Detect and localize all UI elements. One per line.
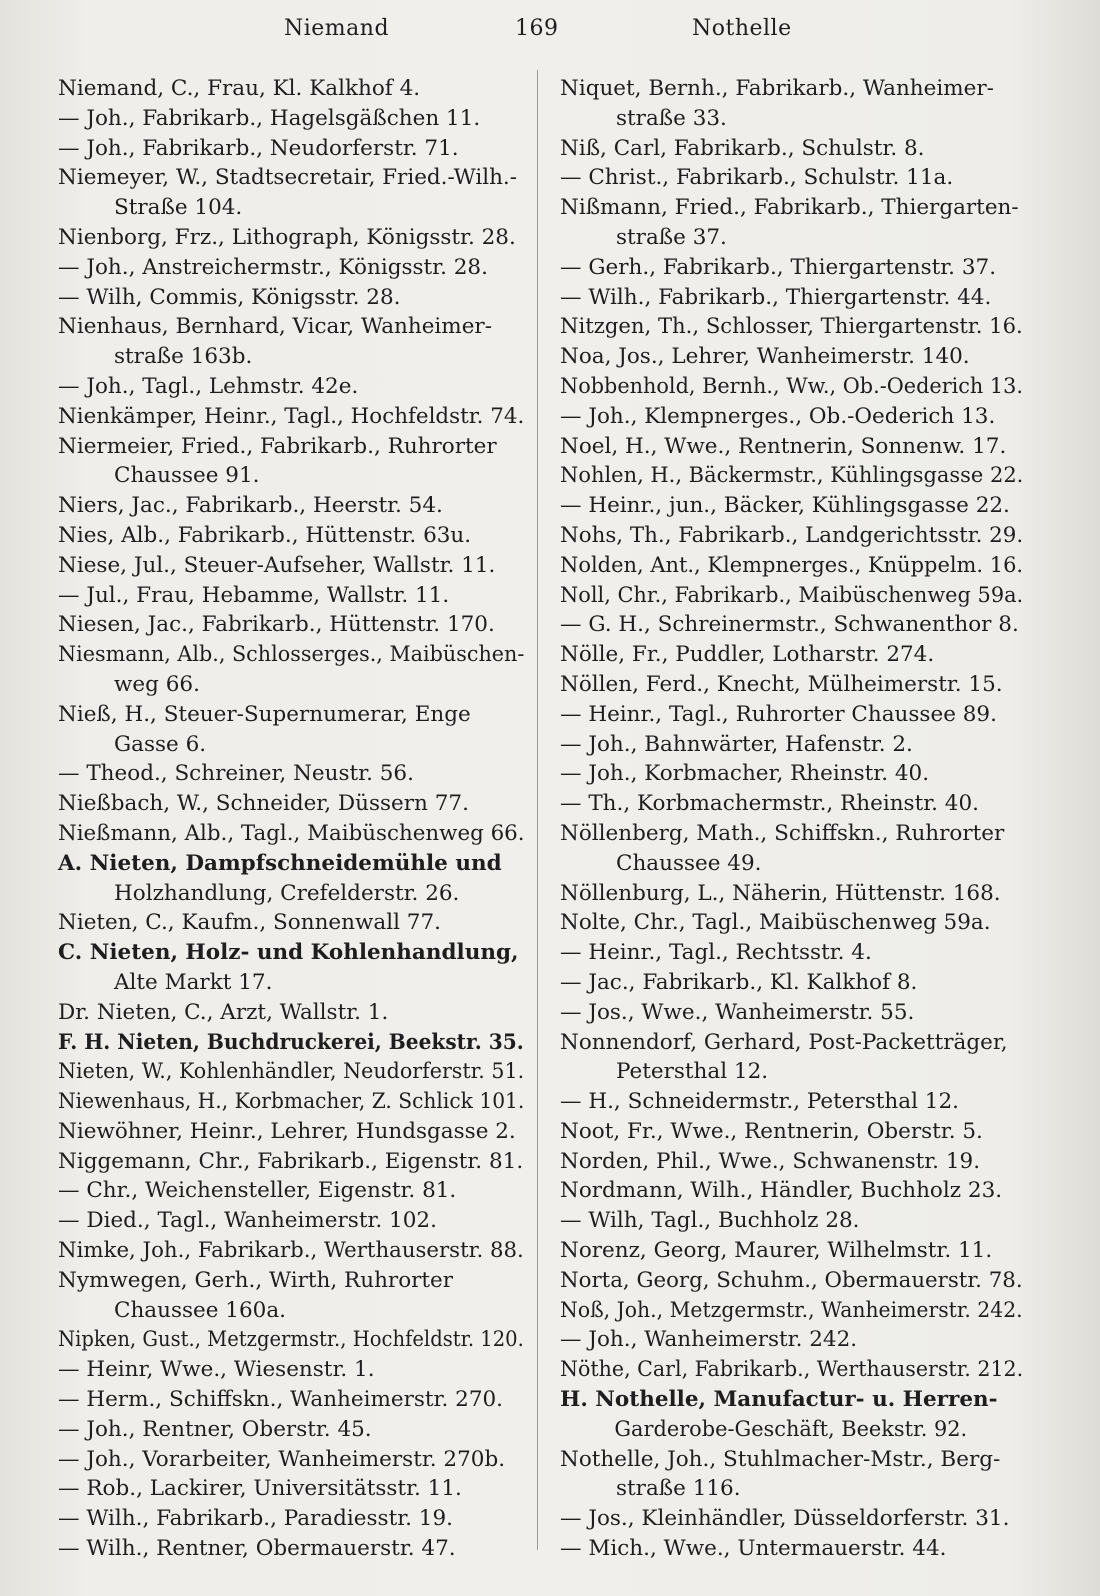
directory-entry-line: — Joh., Korbmacher, Rheinstr. 40. — [560, 761, 930, 787]
directory-entry-line: — Wilh., Rentner, Obermauerstr. 47. — [58, 1536, 456, 1562]
directory-entry-line: — Jul., Frau, Hebamme, Wallstr. 11. — [58, 582, 450, 608]
directory-entry-line: — Christ., Fabrikarb., Schulstr. 11a. — [560, 165, 954, 191]
directory-entry-line: H. Nothelle, Manufactur- u. Herren- — [560, 1387, 998, 1413]
directory-entry-line: — Heinr, Wwe., Wiesenstr. 1. — [58, 1357, 375, 1383]
directory-entry-line: — Died., Tagl., Wanheimerstr. 102. — [58, 1208, 437, 1234]
directory-entry-line: Chaussee 91. — [114, 463, 260, 489]
directory-entry-line: — Joh., Anstreichermstr., Königsstr. 28. — [58, 254, 488, 280]
directory-entry-line: — G. H., Schreinermstr., Schwanenthor 8. — [560, 612, 1019, 638]
directory-entry-line: Niesen, Jac., Fabrikarb., Hüttenstr. 170. — [58, 612, 495, 638]
directory-entry-line: Noa, Jos., Lehrer, Wanheimerstr. 140. — [560, 344, 970, 370]
directory-entry-line: Niquet, Bernh., Fabrikarb., Wanheimer- — [560, 76, 994, 101]
directory-entry-line: — Heinr., Tagl., Ruhrorter Chaussee 89. — [560, 701, 997, 727]
directory-entry-line: — Chr., Weichensteller, Eigenstr. 81. — [58, 1178, 457, 1204]
directory-entry-line: Nieten, C., Kaufm., Sonnenwall 77. — [58, 910, 441, 936]
directory-entry-line: Garderobe-Geschäft, Beekstr. 92. — [614, 1416, 968, 1442]
directory-entry-line: Niese, Jul., Steuer-Aufseher, Wallstr. 11. — [58, 552, 496, 578]
directory-entry-line: Nohs, Th., Fabrikarb., Landgerichtsstr. 29. — [560, 522, 1024, 548]
directory-entry-line: Nymwegen, Gerh., Wirth, Ruhrorter — [58, 1267, 454, 1293]
directory-entry-line: Alte Markt 17. — [114, 969, 273, 995]
directory-entry-line: straße 116. — [616, 1476, 741, 1502]
directory-entry-line: Nienkämper, Heinr., Tagl., Hochfeldstr. 74. — [58, 403, 525, 429]
directory-entry-line: Nölle, Fr., Puddler, Lotharstr. 274. — [560, 642, 935, 668]
directory-entry-line: Nipken, Gust., Metzgermstr., Hochfeldstr. 120. — [58, 1327, 524, 1353]
directory-entry-line: Nöllenberg, Math., Schiffskn., Ruhrorter — [560, 820, 1005, 846]
directory-entry-line: Niggemann, Chr., Fabrikarb., Eigenstr. 81. — [58, 1148, 524, 1174]
directory-entry-line: C. Nieten, Holz- und Kohlenhandlung, — [58, 940, 519, 966]
directory-entry-line: Norenz, Georg, Maurer, Wilhelmstr. 11. — [560, 1238, 993, 1264]
directory-entry-line: Nißmann, Fried., Fabrikarb., Thiergarten- — [560, 195, 1019, 221]
running-header — [0, 12, 1100, 46]
page-number: 169 — [515, 16, 559, 41]
directory-entry-line: — Joh., Vorarbeiter, Wanheimerstr. 270b. — [58, 1446, 506, 1472]
directory-entry-line: — Rob., Lackirer, Universitätsstr. 11. — [58, 1476, 462, 1502]
directory-entry-line: straße 33. — [616, 105, 727, 131]
directory-entry-line: — Herm., Schiffskn., Wanheimerstr. 270. — [58, 1387, 504, 1413]
directory-entry-line: — Joh., Bahnwärter, Hafenstr. 2. — [560, 731, 913, 757]
header-right-word: Nothelle — [692, 16, 792, 41]
directory-entry-line: Nolden, Ant., Klempnerges., Knüppelm. 16. — [560, 552, 1024, 578]
directory-entry-line: — Th., Korbmachermstr., Rheinstr. 40. — [560, 791, 979, 817]
directory-entry-line: — Joh., Tagl., Lehmstr. 42e. — [58, 373, 359, 399]
directory-entry-line: Noel, H., Wwe., Rentnerin, Sonnenw. 17. — [560, 433, 1007, 459]
directory-entry-line: Nolte, Chr., Tagl., Maibüschenweg 59a. — [560, 910, 991, 936]
directory-entry-line: Nießmann, Alb., Tagl., Maibüschenweg 66. — [58, 820, 525, 846]
directory-entry-line: Holzhandlung, Crefelderstr. 26. — [114, 880, 460, 906]
directory-entry-line: — H., Schneidermstr., Petersthal 12. — [560, 1089, 959, 1115]
directory-entry-line: Nobbenhold, Bernh., Ww., Ob.-Oederich 13. — [560, 373, 1023, 399]
directory-entry-line: Niesmann, Alb., Schlosserges., Maibüschen- — [58, 642, 525, 668]
directory-entry-line: Nöllen, Ferd., Knecht, Mülheimerstr. 15. — [560, 671, 1003, 697]
directory-entry-line: Niemeyer, W., Stadtsecretair, Fried.-Wilh.- — [58, 165, 518, 191]
directory-entry-line: Nöthe, Carl, Fabrikarb., Werthauserstr. 212. — [560, 1357, 1024, 1383]
directory-entry-line: Nießbach, W., Schneider, Düssern 77. — [58, 791, 469, 817]
directory-entry-line: Niermeier, Fried., Fabrikarb., Ruhrorter — [58, 433, 497, 459]
directory-entry-line: Dr. Nieten, C., Arzt, Wallstr. 1. — [58, 999, 389, 1025]
directory-entry-line: — Joh., Klempnerges., Ob.-Oederich 13. — [560, 403, 996, 429]
directory-entry-line: Niemand, C., Frau, Kl. Kalkhof 4. — [58, 76, 421, 101]
directory-entry-line: Nothelle, Joh., Stuhlmacher-Mstr., Berg- — [560, 1446, 1001, 1472]
directory-entry-line: Nimke, Joh., Fabrikarb., Werthauserstr. 88. — [58, 1238, 524, 1264]
directory-entry-line: Nonnendorf, Gerhard, Post-Packetträger, — [560, 1029, 1008, 1055]
directory-entry-line: weg 66. — [114, 671, 200, 697]
directory-entry-line: Chaussee 160a. — [114, 1297, 286, 1323]
directory-entry-line: Niers, Jac., Fabrikarb., Heerstr. 54. — [58, 493, 443, 519]
directory-entry-line: — Joh., Fabrikarb., Hagelsgäßchen 11. — [58, 105, 481, 131]
directory-entry-line: Nordmann, Wilh., Händler, Buchholz 23. — [560, 1178, 1003, 1204]
directory-entry-line: — Wilh., Fabrikarb., Thiergartenstr. 44. — [560, 284, 992, 310]
directory-entry-line: — Jac., Fabrikarb., Kl. Kalkhof 8. — [560, 969, 918, 995]
directory-entry-line: Nienhaus, Bernhard, Vicar, Wanheimer- — [58, 314, 492, 340]
directory-entry-line: — Gerh., Fabrikarb., Thiergartenstr. 37. — [560, 254, 997, 280]
header-left-word: Niemand — [284, 16, 390, 41]
directory-entry-line: Noot, Fr., Wwe., Rentnerin, Oberstr. 5. — [560, 1118, 983, 1144]
directory-entry-line: Nitzgen, Th., Schlosser, Thiergartenstr. 16. — [560, 314, 1023, 340]
directory-entry-line: Nöllenburg, L., Näherin, Hüttenstr. 168. — [560, 880, 1001, 906]
directory-entry-line: — Joh., Rentner, Oberstr. 45. — [58, 1416, 372, 1442]
directory-entry-line: Nies, Alb., Fabrikarb., Hüttenstr. 63u. — [58, 522, 472, 548]
directory-entry-line: straße 37. — [616, 224, 727, 250]
directory-entry-line: — Jos., Kleinhändler, Düsseldorferstr. 31. — [560, 1506, 1010, 1532]
directory-entry-line: straße 163b. — [114, 344, 253, 370]
directory-entry-line: — Wilh, Commis, Königsstr. 28. — [58, 284, 401, 310]
directory-entry-line: — Joh., Wanheimerstr. 242. — [560, 1327, 858, 1353]
directory-entry-line: — Wilh, Tagl., Buchholz 28. — [560, 1208, 860, 1234]
directory-entry-line: — Jos., Wwe., Wanheimerstr. 55. — [560, 999, 915, 1025]
directory-entry-line: Niewöhner, Heinr., Lehrer, Hundsgasse 2. — [58, 1118, 516, 1144]
directory-entry-line: — Heinr., jun., Bäcker, Kühlingsgasse 22. — [560, 493, 1010, 519]
directory-entry-line: Straße 104. — [114, 195, 243, 221]
directory-entry-line: F. H. Nieten, Buchdruckerei, Beekstr. 35. — [58, 1029, 524, 1055]
directory-entry-line: — Theod., Schreiner, Neustr. 56. — [58, 761, 414, 787]
directory-entry-line: Nieten, W., Kohlenhändler, Neudorferstr. 51. — [58, 1059, 525, 1085]
directory-entry-line: Niewenhaus, H., Korbmacher, Z. Schlick 101. — [58, 1089, 525, 1115]
directory-entry-line: Nieß, H., Steuer-Supernumerar, Enge — [58, 701, 471, 727]
directory-entry-line: — Heinr., Tagl., Rechtsstr. 4. — [560, 940, 872, 966]
directory-entry-line: Nohlen, H., Bäckermstr., Kühlingsgasse 22. — [560, 463, 1024, 489]
directory-entry-line: Petersthal 12. — [616, 1059, 769, 1085]
directory-entry-line: Noll, Chr., Fabrikarb., Maibüschenweg 59a. — [560, 582, 1024, 608]
left-column — [58, 74, 524, 1564]
directory-entry-line: Noß, Joh., Metzgermstr., Wanheimerstr. 242. — [560, 1297, 1023, 1323]
directory-entry-line: Gasse 6. — [114, 731, 207, 757]
directory-entry-line: A. Nieten, Dampfschneidemühle und — [58, 850, 502, 876]
directory-entry-line: Niß, Carl, Fabrikarb., Schulstr. 8. — [560, 135, 925, 161]
directory-entry-line: — Mich., Wwe., Untermauerstr. 44. — [560, 1536, 947, 1562]
directory-entry-line: Norta, Georg, Schuhm., Obermauerstr. 78. — [560, 1267, 1023, 1293]
directory-entry-line: Norden, Phil., Wwe., Schwanenstr. 19. — [560, 1148, 981, 1174]
column-divider — [537, 70, 538, 1550]
right-column — [560, 74, 1023, 1564]
directory-entry-line: — Wilh., Fabrikarb., Paradiesstr. 19. — [58, 1506, 453, 1532]
directory-entry-line: — Joh., Fabrikarb., Neudorferstr. 71. — [58, 135, 459, 161]
directory-entry-line: Nienborg, Frz., Lithograph, Königsstr. 28. — [58, 224, 516, 250]
directory-entry-line: Chaussee 49. — [616, 850, 762, 876]
